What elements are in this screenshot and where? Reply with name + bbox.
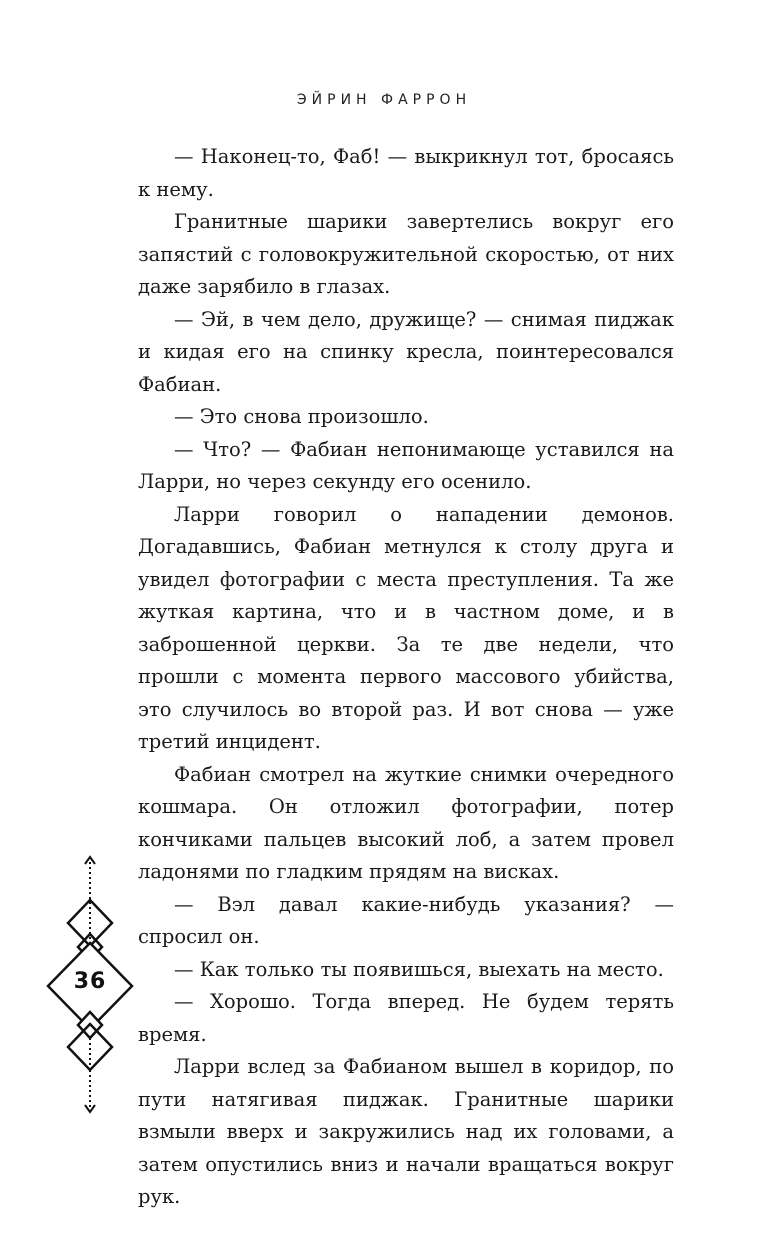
page-number-ornament bbox=[40, 850, 140, 1150]
body-text bbox=[138, 141, 674, 1214]
paragraph-11: Ларри вслед за Фабианом вышел в коридор, по пути натягивая пиджак. Гранитные шарики взмыли вверх и закружились над их головами, а затем опустились вниз и начали вращаться вокруг рук. bbox=[138, 1055, 674, 1208]
paragraph-6: Ларри говорил о нападении демонов. Догадавшись, Фабиан метнулся к столу друга и увидел фотографии с места преступления. Та же жуткая картина, что и в частном доме, и в заброшенной церкви. За те две недели, что прошли с момента первого массового убийства, это случилось во второй раз. И вот снова — уже третий инцидент. bbox=[138, 502, 674, 753]
paragraph-2: Гранитные шарики завертелись вокруг его запястий с головокружительной скоростью, от них даже зарябило в глазах. bbox=[138, 210, 674, 298]
paragraph-5: — Что? — Фабиан непонимающе уставился на Ларри, но через секунду его осенило. bbox=[138, 437, 674, 493]
running-header: ЭЙРИН ФАРРОН bbox=[296, 92, 472, 108]
paragraph-9: — Как только ты появишься, выехать на место. bbox=[174, 957, 664, 981]
paragraph-1: — Наконец-то, Фаб! — выкрикнул тот, бросаясь к нему. bbox=[138, 145, 674, 201]
page-number: 36 bbox=[73, 969, 107, 994]
paragraph-4: — Это снова произошло. bbox=[174, 405, 429, 428]
paragraph-10: — Хорошо. Тогда вперед. Не будем терять время. bbox=[138, 990, 674, 1046]
paragraph-3: — Эй, в чем дело, дружище? — снимая пиджак и кидая его на спинку кресла, поинтересовался Фабиан. bbox=[138, 307, 674, 396]
diamond-ornament-icon bbox=[40, 850, 140, 1150]
paragraph-8: — Вэл давал какие-нибудь указания? — спросил он. bbox=[138, 892, 674, 948]
paragraph-7: Фабиан смотрел на жуткие снимки очередного кошмара. Он отложил фотографии, потер кончиками пальцев высокий лоб, а затем провел ладонями по гладким прядям на висках. bbox=[138, 762, 674, 883]
